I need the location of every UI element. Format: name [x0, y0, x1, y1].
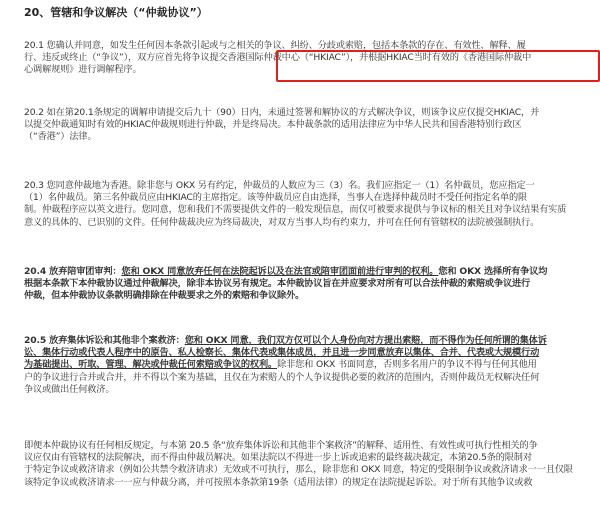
- clause-20-5-lead: 20.5 放弃集体诉讼和其他非个案救济：: [24, 335, 185, 346]
- clause-20-4-lead: 20.4 放弃陪审团审判：: [24, 266, 122, 277]
- clause-20-3-line: 制。仲裁程序应以英文进行。您同意，您和我们不需要提供文件的一般发现信息，而仅可被要求提供与争议标的相关且对争议结果有实质: [24, 204, 567, 216]
- clause-20-4-text: 您和 OKX 选择所有争议均: [438, 266, 548, 277]
- clause-20-1-line: 20.1 您确认并同意，如发生任何因本条款引起或与之相关的争议、纠纷、分歧或索赔，包括本条款的存在、有效性、解释、履: [24, 40, 526, 51]
- clause-20-1-line: 心调解规则》进行调解程序。: [24, 64, 142, 76]
- clause-20-4-line: [24, 266, 598, 278]
- clause-20-2-line: 以提交仲裁通知时有效的HKIAC仲裁规则进行仲裁，并是终局决。本仲裁条款的适用法律应为中华人民共和国香港特别行政区: [24, 119, 522, 131]
- clause-20-3-line: 20.3 您同意仲裁地为香港。除非您与 OKX 另有约定，仲裁员的人数应为三（3）名。我们应指定一（1）名仲裁员，您应指定一: [24, 180, 535, 191]
- clause-20-3: [24, 180, 598, 229]
- clause-20-3-line: （1）名仲裁员。第三名仲裁员应由HKIAC的主席指定。该等仲裁员应自由选择，当事人在选择仲裁员时不受任何指定名单的限: [24, 192, 528, 204]
- clause-20-5-line: 讼、集体行动或代表人程序中的原告、私人检察长、集体代表或集体成员，并且进一步同意放弃以集体、合并、代表或大规模行动: [24, 347, 540, 359]
- clause-20-4: [24, 266, 598, 303]
- clause-20-5-line: [24, 335, 598, 347]
- highlight-box: [276, 50, 600, 82]
- clause-20-5: [24, 335, 598, 396]
- clause-20-3-line: 意义的具体的、已识别的文件。任何仲裁裁决应为终局裁决，对双方当事人均有约束力，并可在任何有管辖权的法院被强制执行。: [24, 216, 540, 228]
- clause-20-5-exception: [24, 440, 598, 489]
- clause-20-4-underlined: 您和 OKX 同意放弃任何在法院起诉以及在法官或陪审团面前进行审判的权利。: [121, 266, 439, 277]
- exception-line: 即便本仲裁协议有任何相反规定，与本第 20.5 条“放弃集体诉讼和其他非个案救济”的解释、适用性、有效性或可执行性相关的争: [24, 440, 538, 451]
- section-heading: 20、管辖和争议解决（“仲裁协议”）: [24, 6, 208, 19]
- clause-20-1-line: 行、违反或终止（“争议”），双方应首先将争议提交香港国际仲裁中心（“HKIAC”），并根据HKIAC当时有效的《香港国际仲裁中: [24, 52, 532, 64]
- clause-20-5-underlined: 为基础提出、听取、管理、解决或仲裁任何索赔或争议的权利。: [24, 359, 278, 371]
- exception-line: 于特定争议或救济请求（例如公共禁令救济请求）无效或不可执行，那么，除非您和 OKX 同意，特定的受限制争议或救济请求一一且仅限: [24, 464, 573, 476]
- clause-20-5-line: 争议或做出任何救济。: [24, 383, 115, 395]
- exception-line: 该特定争议或救济请求一一应与仲裁分离，并可按照本条款第19条（适用法律）的规定在法院提起诉讼。对于所有其他争议或救: [24, 476, 533, 488]
- clause-20-5-line: [24, 359, 598, 371]
- clause-20-4-line: 根据本条款下本仲裁协议通过仲裁解决，除非本协议另有规定。本仲裁协议旨在并应要求对所有可以合法仲裁的索赔或争议进行: [24, 278, 531, 290]
- clause-20-4-line: 仲裁，但本仲裁协议条款明确排除在仲裁要求之外的索赔和争议除外。: [24, 290, 305, 302]
- exception-line: 议应仅由有管辖权的法院解决，而不得由仲裁员解决。如果法院以不得进一步上诉或追索的最终裁决裁定，本第20.5条的限制对: [24, 452, 532, 464]
- clause-20-5-line: 户的争议进行合并或合并，并不得以个案为基础，且仅在为索赔人的个人争议提供必要的救济的范围内，否则仲裁员无权解决任何: [24, 371, 540, 383]
- clause-20-2-line: （“香港”）法律。: [24, 131, 97, 143]
- clause-20-2-line: 20.2 如在第20.1条规定的调解申请提交后九十（90）日内，未通过签署和解协议的方式解决争议，则该争议应仅提交HKIAC，并: [24, 107, 540, 118]
- clause-20-5-underlined: 您和 OKX 同意，我们双方仅可以个人身份向对方提出索赔，而不得作为任何所谓的集体诉: [184, 335, 547, 346]
- clause-20-5-text: 除非您和 OKX 书面同意，否则多名用户的争议不得与任何其他用: [277, 359, 537, 371]
- clause-20-2: [24, 107, 598, 144]
